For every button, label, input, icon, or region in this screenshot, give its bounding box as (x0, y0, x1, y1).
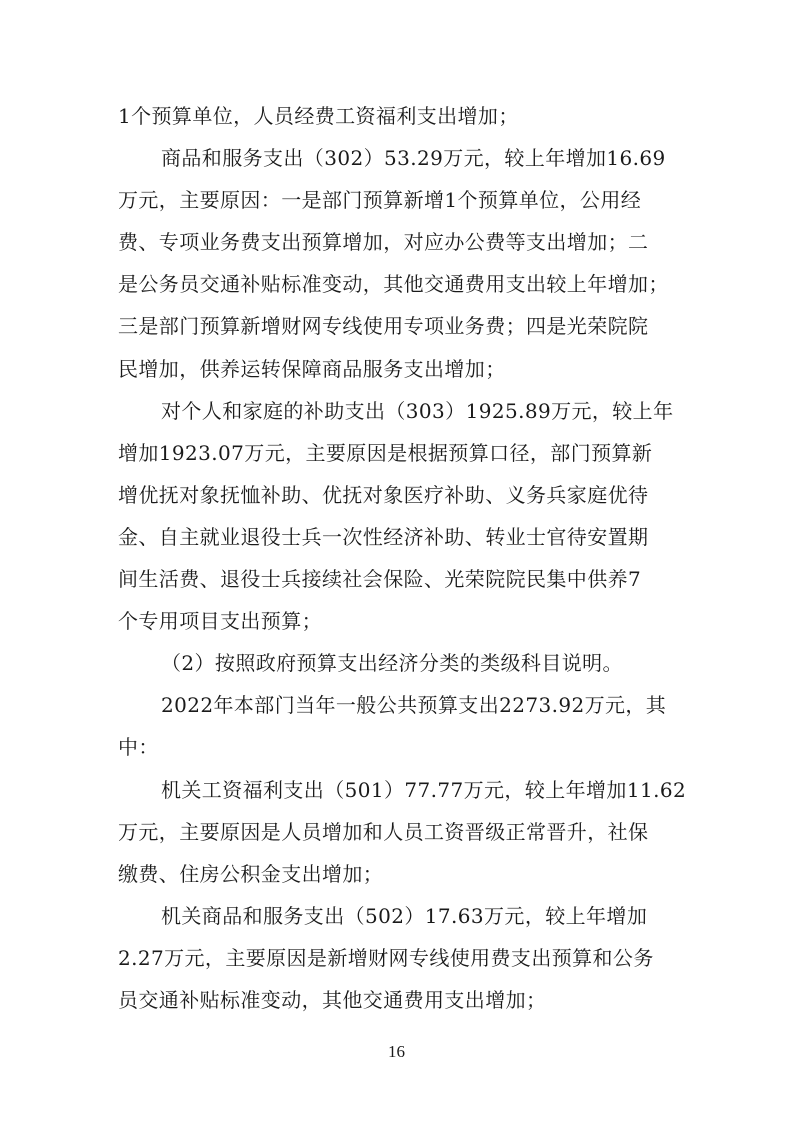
text-line: 缴费、住房公积金支出增加； (118, 861, 384, 886)
text-line: 万元，主要原因：一是部门预算新增1个预算单位，公用经 (118, 188, 642, 213)
text-line: 是公务员交通补贴标准变动，其他交通费用支出较上年增加； (118, 272, 669, 297)
text-line: 2.27万元，主要原因是新增财网专线使用费支出预算和公务 (118, 945, 654, 970)
text-line: 中： (118, 735, 159, 760)
text-line: 2022年本部门当年一般公共预算支出2273.92万元，其 (161, 693, 667, 718)
text-line: 个专用项目支出预算； (118, 609, 322, 634)
text-line: 机关工资福利支出（501）77.77万元，较上年增加11.62 (161, 777, 687, 802)
page-number: 16 (388, 1042, 405, 1061)
text-line: 对个人和家庭的补助支出（303）1925.89万元，较上年 (161, 398, 674, 423)
text-line: 费、专项业务费支出预算增加，对应办公费等支出增加；二 (118, 230, 649, 255)
text-line: 金、自主就业退役士兵一次性经济补助、转业士官待安置期 (118, 524, 649, 549)
text-line: 机关商品和服务支出（502）17.63万元，较上年增加 (161, 903, 648, 928)
text-line: （2）按照政府预算支出经济分类的类级科目说明。 (161, 651, 623, 676)
text-line: 员交通补贴标准变动，其他交通费用支出增加； (118, 988, 547, 1012)
text-line: 三是部门预算新增财网专线使用专项业务费；四是光荣院院 (118, 314, 649, 339)
text-line: 1个预算单位，人员经费工资福利支出增加； (118, 104, 519, 128)
text-line: 商品和服务支出（302）53.29万元，较上年增加16.69 (161, 146, 666, 171)
text-line: 民增加，供养运转保障商品服务支出增加； (118, 356, 506, 381)
text-line: 增优抚对象抚恤补助、优抚对象医疗补助、义务兵家庭优待 (118, 482, 649, 507)
text-line: 间生活费、退役士兵接续社会保险、光荣院院民集中供养7 (118, 567, 642, 592)
text-line: 增加1923.07万元，主要原因是根据预算口径，部门预算新 (118, 440, 653, 465)
text-line: 万元，主要原因是人员增加和人员工资晋级正常晋升，社保 (118, 819, 649, 844)
